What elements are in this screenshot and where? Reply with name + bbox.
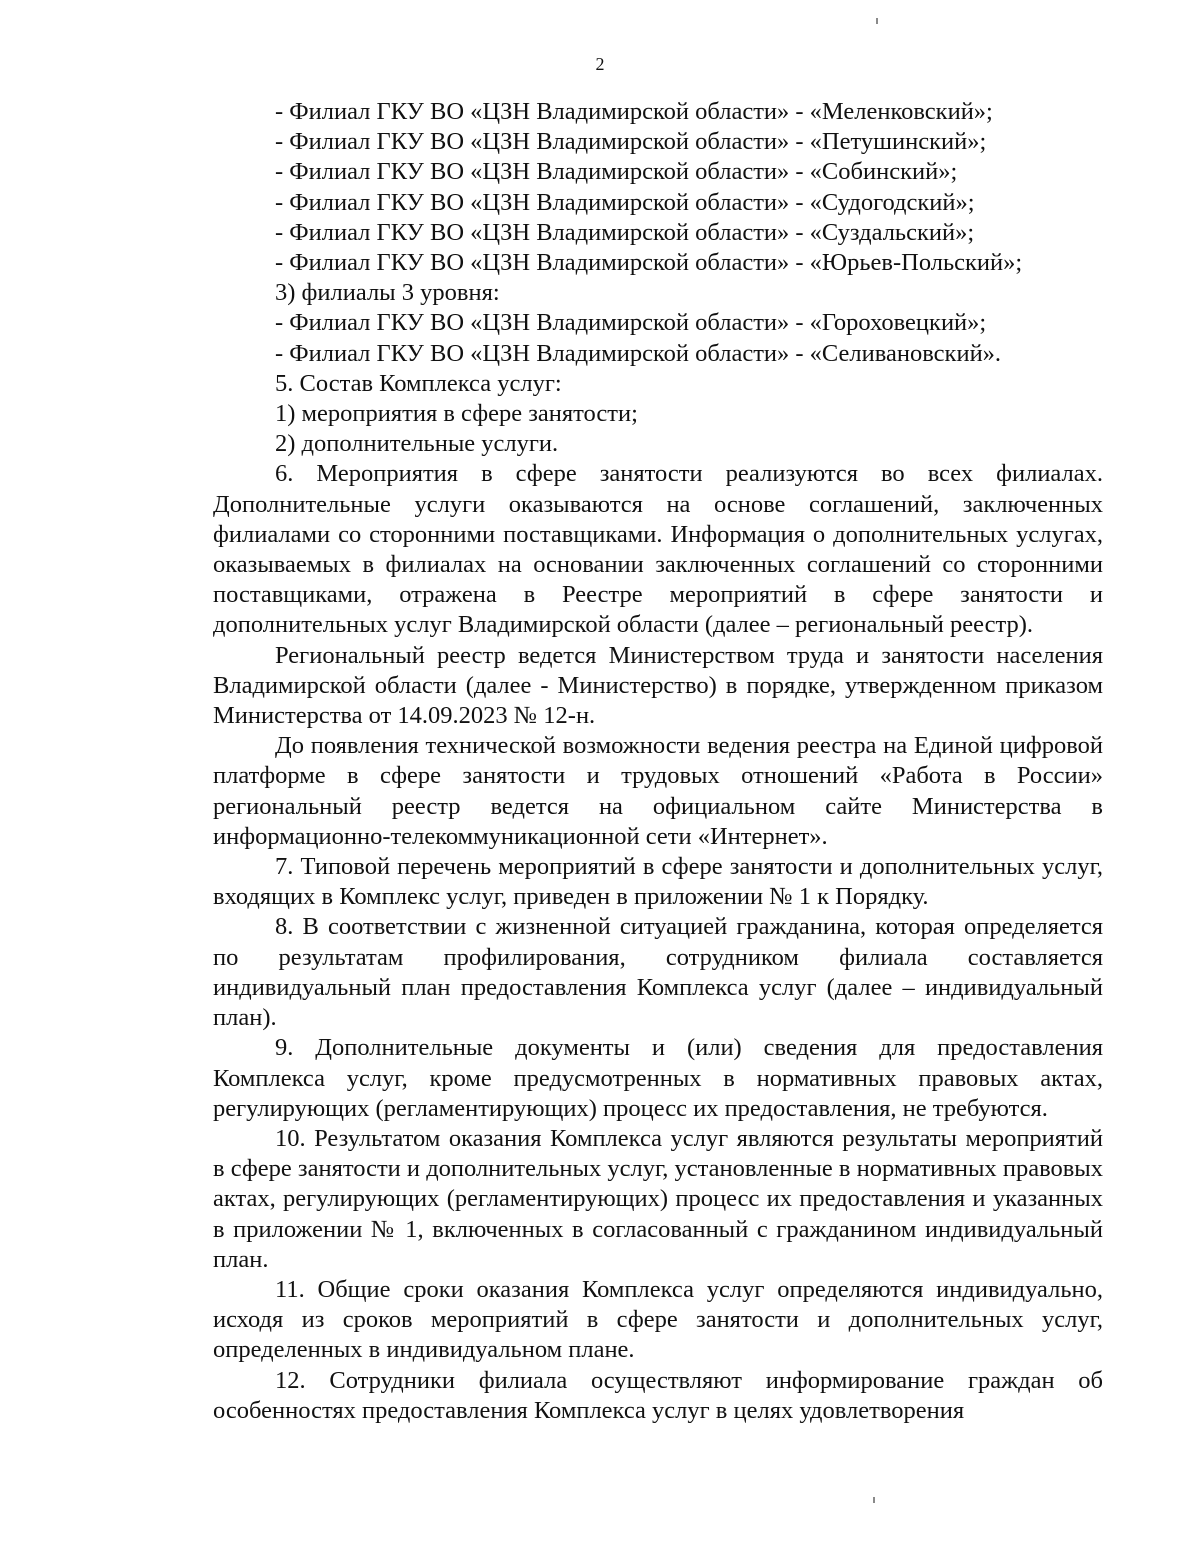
page-number: 2 [595, 54, 605, 74]
clause-5-item-1: 1) мероприятия в сфере занятости; [275, 400, 638, 428]
list-heading-level-3-branches: 3) филиалы 3 уровня: [275, 279, 500, 307]
scan-speck-bottom [873, 1497, 875, 1503]
scan-speck-top [876, 18, 878, 24]
list-item-branch-suzdal: - Филиал ГКУ ВО «ЦЗН Владимирской области» - «Суздальский»; [275, 218, 975, 246]
clause-7-paragraph: 7. Типовой перечень мероприятий в сфере занятости и дополнительных услуг, входящих в Комплекс услуг, приведен в приложении № 1 к Порядку. [213, 853, 1103, 911]
registry-website-paragraph: До появления технической возможности ведения реестра на Единой цифровой платформе в сфере занятости и трудовых отношений «Работа в России» региональный реестр ведется на официальном сайте Министерства в информационно-телекоммуникационной сети «Интернет». [213, 732, 1103, 850]
clause-9-paragraph: 9. Дополнительные документы и (или) сведения для предоставления Комплекса услуг, кроме предусмотренных в нормативных правовых актах, регулирующих (регламентирующих) процесс их предоставления, не требуются. [213, 1034, 1103, 1122]
document-body [213, 97, 1103, 1426]
clause-5-heading: 5. Состав Комплекса услуг: [275, 369, 562, 397]
regional-registry-paragraph: Региональный реестр ведется Министерством труда и занятости населения Владимирской области (далее - Министерство) в порядке, утвержденном приказом Министерства от 14.09.2023 № 12-н. [213, 641, 1103, 730]
clause-8-paragraph: 8. В соответствии с жизненной ситуацией гражданина, которая определяется по результатам профилирования, сотрудником филиала составляется индивидуальный план предоставления Комплекса услуг (далее – индивидуальный план). [213, 913, 1103, 1032]
list-item-branch-gorokhovets: - Филиал ГКУ ВО «ЦЗН Владимирской области» - «Гороховецкий»; [275, 309, 987, 337]
clause-12-paragraph: 12. Сотрудники филиала осуществляют информирование граждан об особенностях предоставления Комплекса услуг в целях удовлетворения [213, 1366, 1103, 1424]
clause-5-item-2: 2) дополнительные услуги. [275, 430, 559, 458]
list-item-branch-petushki: - Филиал ГКУ ВО «ЦЗН Владимирской области» - «Петушинский»; [275, 128, 987, 156]
clause-11-paragraph: 11. Общие сроки оказания Комплекса услуг определяются индивидуально, исходя из сроков мероприятий в сфере занятости и дополнительных услуг, определенных в индивидуальном плане. [213, 1275, 1103, 1364]
clause-10-paragraph: 10. Результатом оказания Комплекса услуг являются результаты мероприятий в сфере занятости и дополнительных услуг, установленные в нормативных правовых актах, регулирующих (регламентирующих) процесс их предоставления и указанных в приложении № 1, включенных в согласованный с гражданином индивидуальный план. [213, 1124, 1103, 1273]
list-item-branch-sobinka: - Филиал ГКУ ВО «ЦЗН Владимирской области» - «Собинский»; [275, 158, 958, 186]
clause-6-paragraph: 6. Мероприятия в сфере занятости реализуются во всех филиалах. Дополнительные услуги оказываются на основе соглашений, заключенных филиалами со сторонними поставщиками. Информация о дополнительных услугах, оказываемых в филиалах на основании заключенных соглашений со сторонними поставщиками, отражена в Реестре мероприятий в сфере занятости и дополнительных услуг Владимирской области (далее – региональный реестр). [213, 460, 1103, 639]
list-item-branch-selivanovo: - Филиал ГКУ ВО «ЦЗН Владимирской области» - «Селивановский». [275, 339, 1002, 367]
list-item-branch-sudogda: - Филиал ГКУ ВО «ЦЗН Владимирской области» - «Судогодский»; [275, 188, 975, 216]
list-item-branch-melenki: - Филиал ГКУ ВО «ЦЗН Владимирской области» - «Меленковский»; [275, 98, 993, 125]
list-item-branch-yuryev-polsky: - Филиал ГКУ ВО «ЦЗН Владимирской области» - «Юрьев-Польский»; [275, 249, 1023, 277]
